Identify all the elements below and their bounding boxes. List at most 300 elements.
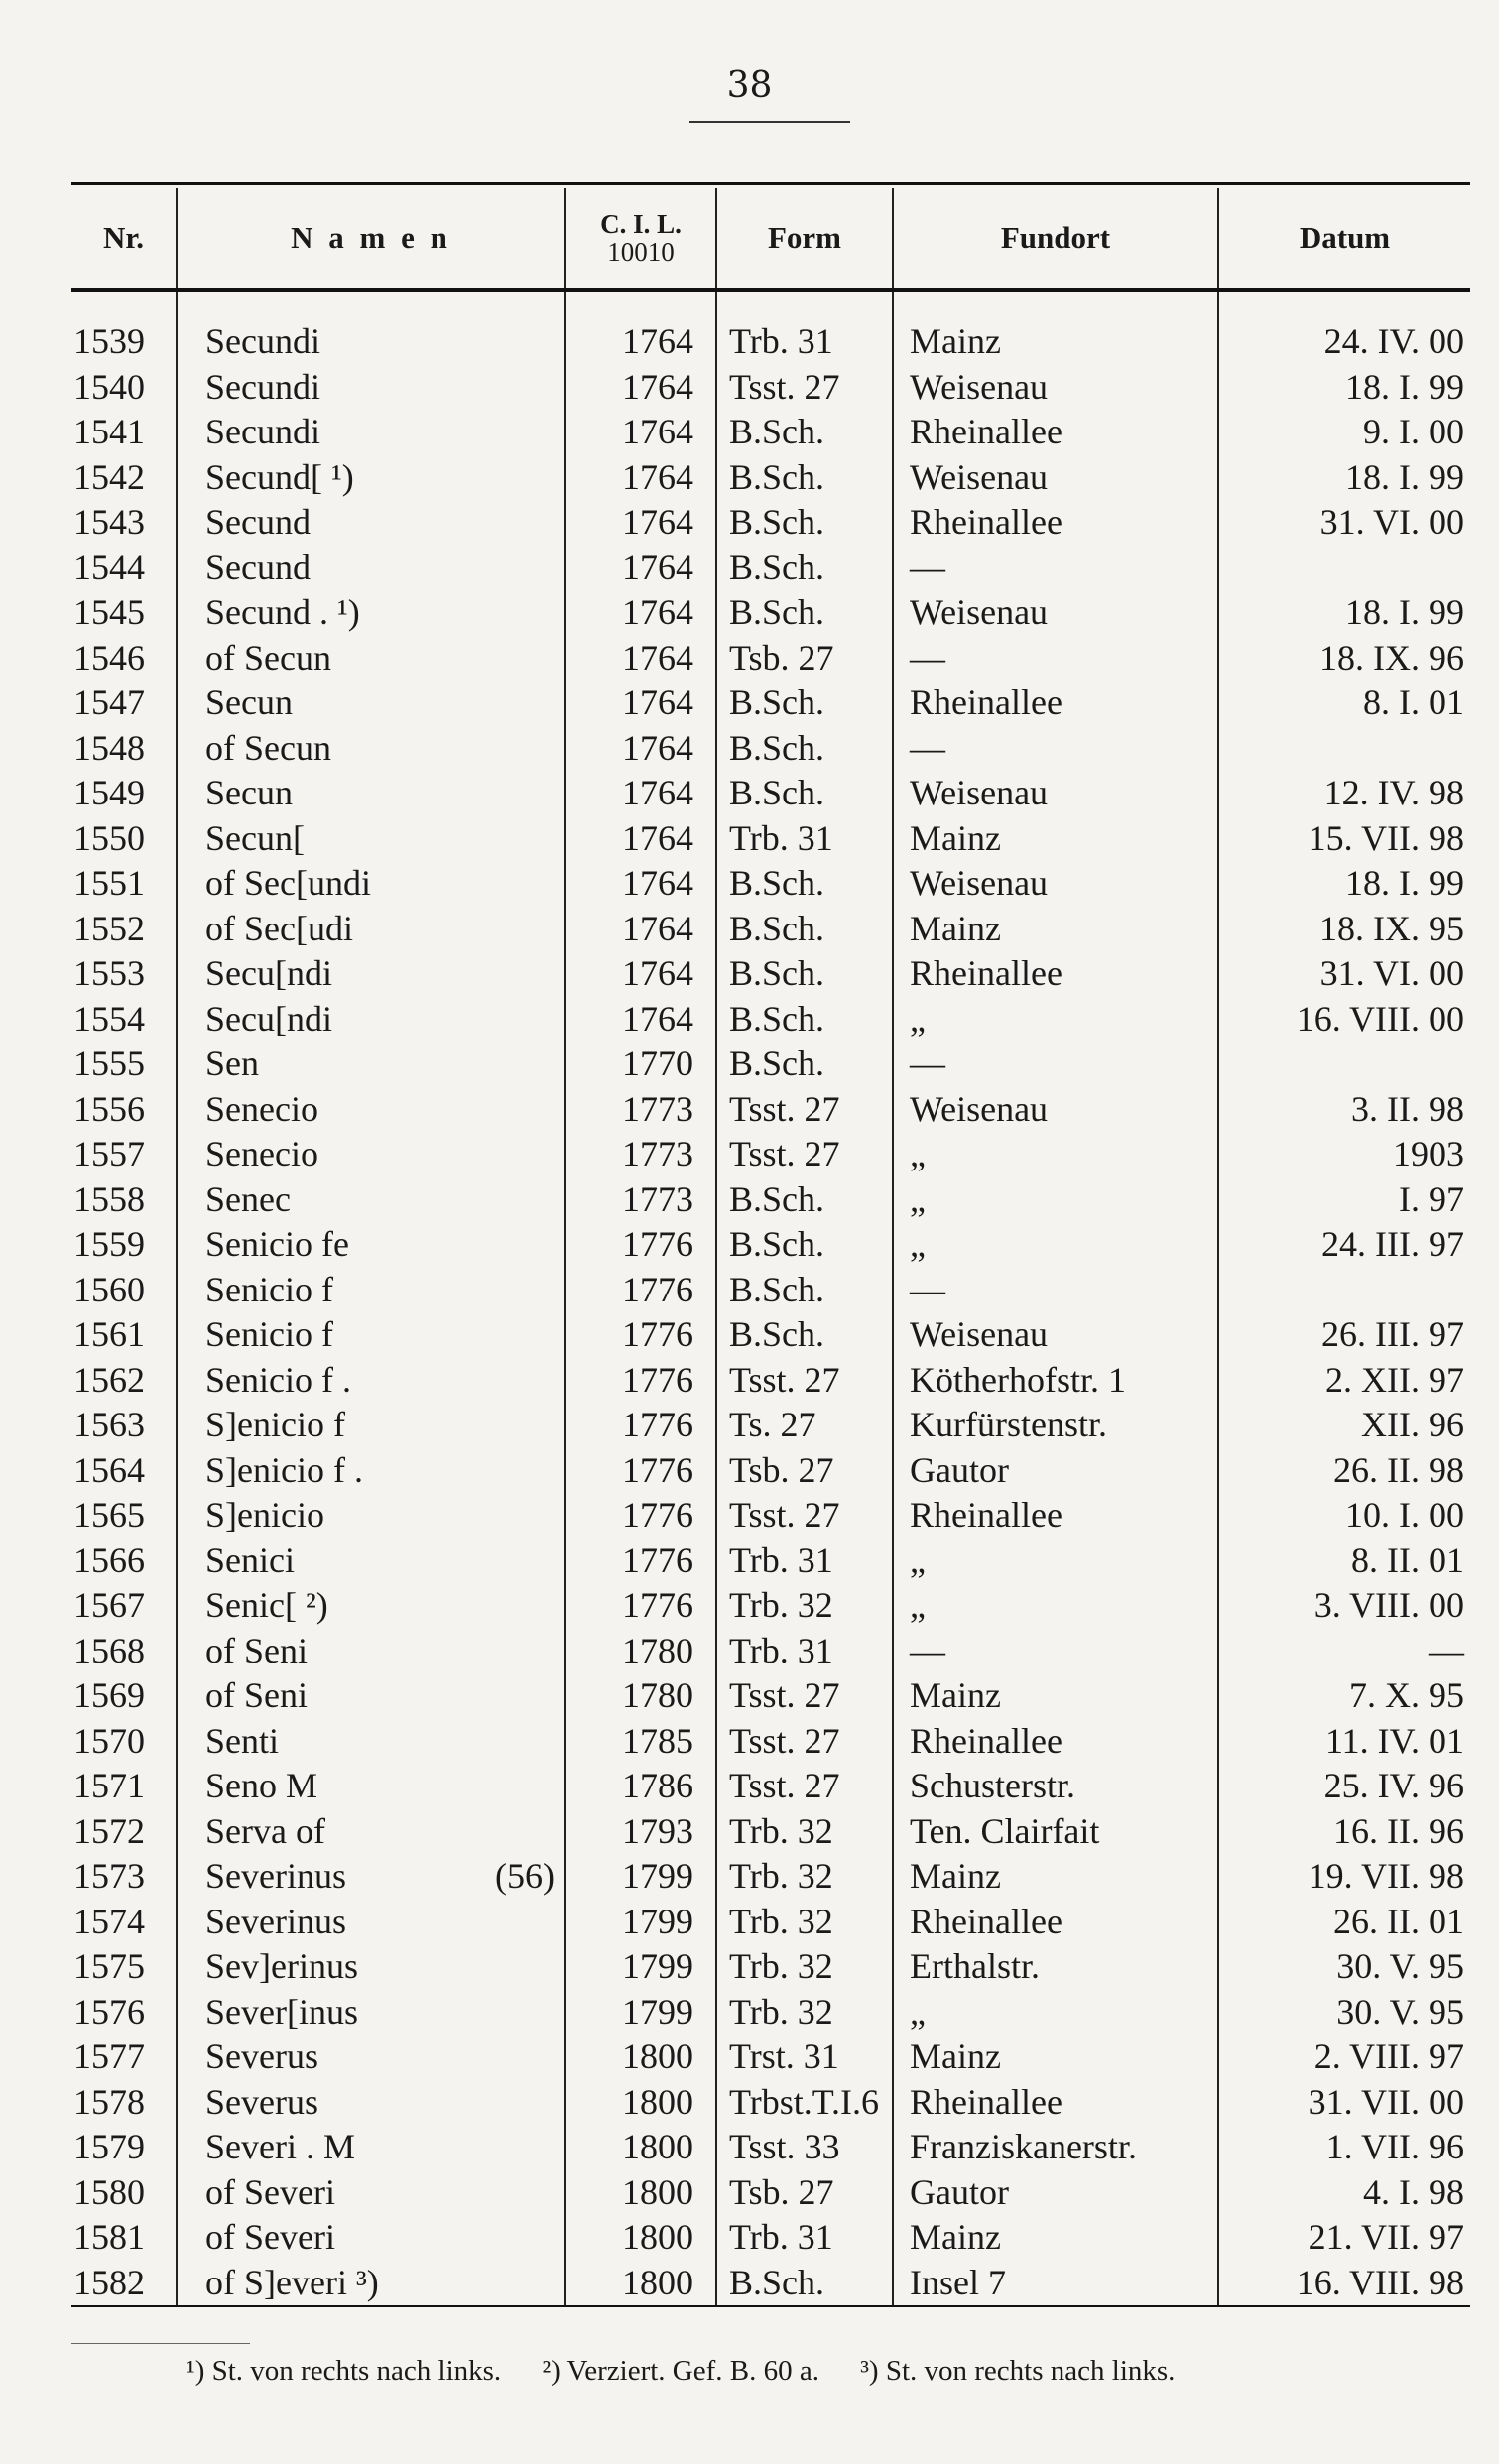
cell-name [177, 680, 565, 726]
cell-form: B.Sch. [716, 997, 893, 1043]
name-text: Secund[ ¹) [205, 456, 354, 497]
header-name-label: N a m e n [291, 220, 451, 255]
cell-name [177, 1177, 565, 1223]
cell-form: Trbst.T.I.6 [716, 2080, 893, 2126]
cell-fundort: Weisenau [893, 771, 1218, 816]
header-fundort: Fundort [893, 188, 1218, 290]
cell-cil: 1776 [565, 1493, 716, 1539]
cell-form: B.Sch. [716, 1268, 893, 1313]
cell-name [177, 636, 565, 681]
cell-nr: 1551 [73, 863, 145, 904]
cell-cil: 1800 [565, 2215, 716, 2261]
cell-fundort: „ [893, 1222, 1218, 1268]
cell-fundort: — [893, 1042, 1218, 1087]
cell-name [177, 1312, 565, 1358]
cell-nr: 1568 [73, 1630, 145, 1670]
cell-name [177, 1358, 565, 1404]
cell-cil: 1764 [565, 816, 716, 862]
cell-cil: 1764 [565, 771, 716, 816]
cell-name [177, 726, 565, 772]
name-text: of Severi [205, 2217, 335, 2258]
cell-cil: 1776 [565, 1539, 716, 1584]
cell-name [177, 2170, 565, 2216]
name-text: Severus [205, 2036, 318, 2077]
cell-form: B.Sch. [716, 726, 893, 772]
cell-cil: 1776 [565, 1222, 716, 1268]
cell-datum: — [1218, 1629, 1470, 1674]
cell-nr: 1563 [73, 1405, 145, 1445]
cell-fundort: Rheinallee [893, 1493, 1218, 1539]
name-text: Senti [205, 1720, 280, 1761]
cell-fundort: — [893, 546, 1218, 591]
cell-fundort: — [893, 1268, 1218, 1313]
cell-nr: 1580 [73, 2171, 145, 2212]
cell-datum: 19. VII. 98 [1218, 1854, 1470, 1900]
table-header-row [71, 188, 1470, 290]
cell-nr: 1547 [73, 682, 145, 723]
table-row [71, 2261, 1470, 2307]
cell-datum: 30. V. 95 [1218, 1944, 1470, 1990]
name-text: of Seni [205, 1675, 308, 1716]
page-number: 38 [726, 65, 773, 106]
cell-name [177, 1222, 565, 1268]
cell-form: Tsb. 27 [716, 1448, 893, 1494]
table-row [71, 771, 1470, 816]
cell-nr: 1544 [73, 547, 145, 587]
cell-name [177, 1944, 565, 1990]
cell-cil: 1764 [565, 680, 716, 726]
cell-fundort: Mainz [893, 319, 1218, 365]
cell-cil: 1780 [565, 1673, 716, 1719]
table-row [71, 1629, 1470, 1674]
header-form: Form [716, 188, 893, 290]
cell-name [177, 1403, 565, 1448]
cell-nr: 1569 [73, 1675, 145, 1716]
cell-nr: 1559 [73, 1224, 145, 1265]
cell-datum: 11. IV. 01 [1218, 1719, 1470, 1765]
cell-form: B.Sch. [716, 546, 893, 591]
cell-form: Ts. 27 [716, 1403, 893, 1448]
table-top-rule [71, 182, 1470, 185]
table-row [71, 1132, 1470, 1177]
cell-nr: 1574 [73, 1901, 145, 1941]
cell-form: Tsb. 27 [716, 636, 893, 681]
cell-name [177, 861, 565, 907]
name-text: Secundi [205, 321, 320, 362]
cell-cil: 1773 [565, 1132, 716, 1177]
name-text: of Secun [205, 727, 331, 768]
cell-fundort: — [893, 726, 1218, 772]
footnote-1: ¹) St. von rechts nach links. [187, 2355, 502, 2387]
cell-form: B.Sch. [716, 500, 893, 546]
cell-name [177, 2261, 565, 2307]
cell-nr: 1552 [73, 908, 145, 948]
cell-nr: 1545 [73, 592, 145, 633]
cell-cil: 1764 [565, 861, 716, 907]
name-text: S]enicio f . [205, 1449, 363, 1490]
cell-nr: 1550 [73, 817, 145, 858]
name-text: Sev]erinus [205, 1946, 358, 1987]
cell-cil: 1764 [565, 590, 716, 636]
cell-name [177, 1268, 565, 1313]
name-text: of Secun [205, 637, 331, 678]
cell-nr: 1570 [73, 1720, 145, 1761]
cell-name [177, 1719, 565, 1765]
cell-cil: 1764 [565, 636, 716, 681]
cell-fundort: Rheinallee [893, 951, 1218, 997]
cell-form: Trst. 31 [716, 2034, 893, 2080]
table-row [71, 636, 1470, 681]
cell-fundort: Gautor [893, 2170, 1218, 2216]
cell-cil: 1800 [565, 2261, 716, 2307]
cell-cil: 1773 [565, 1087, 716, 1133]
cell-datum: 8. I. 01 [1218, 680, 1470, 726]
header-datum: Datum [1218, 188, 1470, 290]
cell-name [177, 771, 565, 816]
cell-fundort: Mainz [893, 1854, 1218, 1900]
cell-cil: 1799 [565, 1854, 716, 1900]
name-text: Secu[ndi [205, 998, 332, 1039]
table-row [71, 997, 1470, 1043]
cell-fundort: Schusterstr. [893, 1764, 1218, 1809]
cell-datum: 21. VII. 97 [1218, 2215, 1470, 2261]
name-text: Severus [205, 2081, 318, 2122]
cell-nr: 1558 [73, 1178, 145, 1219]
cell-fundort: Kötherhofstr. 1 [893, 1358, 1218, 1404]
table-row [71, 500, 1470, 546]
cell-fundort: Erthalstr. [893, 1944, 1218, 1990]
cell-fundort: Weisenau [893, 1087, 1218, 1133]
cell-datum: 24. IV. 00 [1218, 319, 1470, 365]
cell-datum: 4. I. 98 [1218, 2170, 1470, 2216]
cell-name [177, 1132, 565, 1177]
name-text: of Seni [205, 1630, 308, 1670]
table-row [71, 590, 1470, 636]
table-row [71, 2080, 1470, 2126]
name-text: Secun [205, 773, 293, 813]
cell-cil: 1770 [565, 1042, 716, 1087]
cell-nr: 1566 [73, 1540, 145, 1580]
cell-fundort: Rheinallee [893, 1719, 1218, 1765]
cell-cil: 1776 [565, 1312, 716, 1358]
cell-fundort: „ [893, 1583, 1218, 1629]
name-text: Secundi [205, 412, 320, 452]
cell-name [177, 500, 565, 546]
cell-name [177, 1539, 565, 1584]
name-text: Sever[inus [205, 1991, 358, 2032]
inscription-table [71, 188, 1470, 2307]
cell-cil: 1785 [565, 1719, 716, 1765]
cell-nr: 1565 [73, 1495, 145, 1536]
cell-datum: 18. I. 99 [1218, 365, 1470, 411]
cell-fundort: Weisenau [893, 455, 1218, 501]
cell-datum: 9. I. 00 [1218, 410, 1470, 455]
cell-datum: 18. I. 99 [1218, 455, 1470, 501]
table-row [71, 1358, 1470, 1404]
table-row [71, 1990, 1470, 2035]
cell-datum: 31. VII. 00 [1218, 2080, 1470, 2126]
name-text: Secund . ¹) [205, 592, 360, 633]
cell-form: Tsst. 27 [716, 1719, 893, 1765]
cell-form: Tsst. 27 [716, 365, 893, 411]
table-row [71, 1087, 1470, 1133]
cell-form: Tsb. 27 [716, 2170, 893, 2216]
cell-name [177, 1087, 565, 1133]
cell-datum: 12. IV. 98 [1218, 771, 1470, 816]
table-row [71, 2125, 1470, 2170]
cell-form: B.Sch. [716, 907, 893, 952]
cell-cil: 1800 [565, 2125, 716, 2170]
cell-cil: 1780 [565, 1629, 716, 1674]
cell-nr: 1575 [73, 1946, 145, 1987]
cell-form: Tsst. 27 [716, 1087, 893, 1133]
header-cil [565, 188, 716, 290]
cell-datum [1218, 726, 1470, 772]
cell-name [177, 319, 565, 365]
name-text: Senic[ ²) [205, 1585, 328, 1626]
cell-nr: 1554 [73, 998, 145, 1039]
cell-datum: 2. XII. 97 [1218, 1358, 1470, 1404]
table-row [71, 2034, 1470, 2080]
cell-fundort: „ [893, 997, 1218, 1043]
cell-form: Trb. 32 [716, 1809, 893, 1855]
name-text: of Sec[undi [205, 863, 371, 904]
cell-datum: XII. 96 [1218, 1403, 1470, 1448]
cell-datum [1218, 1042, 1470, 1087]
cell-form: B.Sch. [716, 1177, 893, 1223]
cell-name [177, 1583, 565, 1629]
cell-cil: 1800 [565, 2034, 716, 2080]
cell-form: Trb. 32 [716, 1944, 893, 1990]
cell-cil: 1764 [565, 546, 716, 591]
cell-cil: 1764 [565, 319, 716, 365]
cell-nr: 1577 [73, 2036, 145, 2077]
header-cil-label: C. I. L. [600, 209, 682, 239]
cell-nr: 1576 [73, 1991, 145, 2032]
name-text: Senicio fe [205, 1224, 349, 1265]
header-name [177, 188, 565, 290]
cell-name [177, 1673, 565, 1719]
cell-datum: 26. II. 98 [1218, 1448, 1470, 1494]
cell-cil: 1764 [565, 997, 716, 1043]
name-text: Senec [205, 1178, 291, 1219]
name-text: Secun [205, 682, 293, 723]
page-number-rule [689, 121, 850, 123]
cell-form: B.Sch. [716, 455, 893, 501]
table-row [71, 319, 1470, 365]
cell-datum: 18. IX. 96 [1218, 636, 1470, 681]
cell-cil: 1793 [565, 1809, 716, 1855]
cell-nr: 1582 [71, 2261, 177, 2307]
table-row [71, 2170, 1470, 2216]
cell-fundort: „ [893, 1990, 1218, 2035]
cell-fundort: Mainz [893, 907, 1218, 952]
table-row [71, 1673, 1470, 1719]
cell-fundort: Kurfürstenstr. [893, 1403, 1218, 1448]
cell-nr: 1546 [73, 637, 145, 678]
cell-nr: 1562 [73, 1359, 145, 1400]
header-spacer [71, 290, 1470, 319]
table-row [71, 1312, 1470, 1358]
name-text: of S]everi ³) [205, 2262, 379, 2302]
cell-nr: 1564 [73, 1449, 145, 1490]
cell-datum: 7. X. 95 [1218, 1673, 1470, 1719]
cell-fundort: — [893, 636, 1218, 681]
cell-form: B.Sch. [716, 410, 893, 455]
cell-nr: 1578 [73, 2081, 145, 2122]
cell-fundort: Ten. Clairfait [893, 1809, 1218, 1855]
table-row [71, 1177, 1470, 1223]
cell-datum: 26. III. 97 [1218, 1312, 1470, 1358]
cell-fundort: Rheinallee [893, 680, 1218, 726]
cell-fundort: Mainz [893, 1673, 1218, 1719]
table-row [71, 1403, 1470, 1448]
cell-datum: 18. IX. 95 [1218, 907, 1470, 952]
cell-name [177, 2125, 565, 2170]
cell-nr: 1571 [73, 1766, 145, 1806]
name-text: Senici [205, 1540, 295, 1580]
cell-fundort: „ [893, 1539, 1218, 1584]
cell-cil: 1773 [565, 1177, 716, 1223]
cell-cil: 1764 [565, 726, 716, 772]
cell-fundort: Weisenau [893, 1312, 1218, 1358]
table-row [71, 455, 1470, 501]
name-note: (56) [495, 1856, 555, 1897]
cell-cil: 1799 [565, 1990, 716, 2035]
cell-fundort: Weisenau [893, 590, 1218, 636]
cell-nr: 1561 [73, 1314, 145, 1355]
table-row [71, 410, 1470, 455]
cell-form: B.Sch. [716, 2261, 893, 2307]
table-row [71, 1448, 1470, 1494]
cell-form: B.Sch. [716, 771, 893, 816]
table-row [71, 2215, 1470, 2261]
cell-datum: 16. VIII. 00 [1218, 997, 1470, 1043]
cell-form: Tsst. 27 [716, 1764, 893, 1809]
cell-nr: 1555 [73, 1044, 145, 1084]
cell-fundort: Mainz [893, 2215, 1218, 2261]
table-row [71, 816, 1470, 862]
cell-fundort: Mainz [893, 816, 1218, 862]
cell-datum: 18. I. 99 [1218, 861, 1470, 907]
cell-nr: 1549 [73, 773, 145, 813]
cell-nr: 1540 [73, 366, 145, 407]
name-text: Serva of [205, 1810, 325, 1851]
cell-nr: 1560 [73, 1269, 145, 1309]
table-row [71, 1944, 1470, 1990]
cell-fundort: Mainz [893, 2034, 1218, 2080]
cell-name [177, 951, 565, 997]
name-text: Senicio f [205, 1269, 333, 1309]
cell-datum: I. 97 [1218, 1177, 1470, 1223]
name-text: S]enicio f [205, 1405, 345, 1445]
table-row [71, 1900, 1470, 1945]
cell-form: Trb. 31 [716, 2215, 893, 2261]
cell-name [177, 1493, 565, 1539]
cell-form: Trb. 32 [716, 1900, 893, 1945]
cell-cil: 1776 [565, 1268, 716, 1313]
cell-cil: 1764 [565, 907, 716, 952]
name-text: Senicio f . [205, 1359, 351, 1400]
name-text: Secu[ndi [205, 953, 332, 994]
cell-nr: 1542 [73, 456, 145, 497]
footnote-2: ²) Verziert. Gef. B. 60 a. [542, 2355, 819, 2387]
cell-form: B.Sch. [716, 1222, 893, 1268]
table-row [71, 1764, 1470, 1809]
cell-nr: 1567 [73, 1585, 145, 1626]
cell-nr: 1541 [73, 412, 145, 452]
table-row [71, 1222, 1470, 1268]
cell-datum [1218, 546, 1470, 591]
cell-form: B.Sch. [716, 951, 893, 997]
cell-datum: 30. V. 95 [1218, 1990, 1470, 2035]
cell-name [177, 2034, 565, 2080]
name-text: Severi . M [205, 2127, 355, 2167]
cell-cil: 1764 [565, 455, 716, 501]
table-row [71, 365, 1470, 411]
name-text: Severinus [205, 1901, 346, 1941]
cell-datum: 2. VIII. 97 [1218, 2034, 1470, 2080]
table-row [71, 1854, 1470, 1900]
name-text: Senecio [205, 1088, 318, 1129]
cell-fundort: — [893, 1629, 1218, 1674]
table-row [71, 1268, 1470, 1313]
cell-form: Trb. 31 [716, 816, 893, 862]
cell-fundort: Weisenau [893, 861, 1218, 907]
name-text: Seno M [205, 1766, 318, 1806]
cell-cil: 1800 [565, 2170, 716, 2216]
table-row [71, 546, 1470, 591]
cell-nr: 1581 [73, 2217, 145, 2258]
cell-nr: 1556 [73, 1088, 145, 1129]
cell-datum: 18. I. 99 [1218, 590, 1470, 636]
cell-fundort: Gautor [893, 1448, 1218, 1494]
cell-form: Tsst. 33 [716, 2125, 893, 2170]
table-row [71, 1042, 1470, 1087]
cell-form: B.Sch. [716, 1042, 893, 1087]
cell-cil: 1764 [565, 365, 716, 411]
cell-datum: 26. II. 01 [1218, 1900, 1470, 1945]
name-text: Secund [205, 502, 311, 543]
cell-cil: 1776 [565, 1358, 716, 1404]
cell-cil: 1800 [565, 2080, 716, 2126]
cell-name [177, 1900, 565, 1945]
cell-form: Trb. 31 [716, 319, 893, 365]
name-text: Sen [205, 1044, 259, 1084]
cell-datum: 8. II. 01 [1218, 1539, 1470, 1584]
cell-nr: 1548 [73, 727, 145, 768]
cell-datum: 31. VI. 00 [1218, 951, 1470, 997]
cell-cil: 1776 [565, 1583, 716, 1629]
cell-form: Tsst. 27 [716, 1132, 893, 1177]
cell-form: Tsst. 27 [716, 1493, 893, 1539]
cell-datum: 3. VIII. 00 [1218, 1583, 1470, 1629]
table-row [71, 1539, 1470, 1584]
cell-datum: 15. VII. 98 [1218, 816, 1470, 862]
table-row [71, 951, 1470, 997]
cell-name [177, 1042, 565, 1087]
cell-name [177, 997, 565, 1043]
cell-datum [1218, 1268, 1470, 1313]
table-row [71, 1719, 1470, 1765]
cell-form: B.Sch. [716, 680, 893, 726]
cell-form: B.Sch. [716, 1312, 893, 1358]
cell-nr: 1539 [73, 321, 145, 362]
cell-cil: 1764 [565, 500, 716, 546]
footnote-rule [71, 2343, 250, 2344]
cell-cil: 1799 [565, 1900, 716, 1945]
cell-form: Tsst. 27 [716, 1358, 893, 1404]
